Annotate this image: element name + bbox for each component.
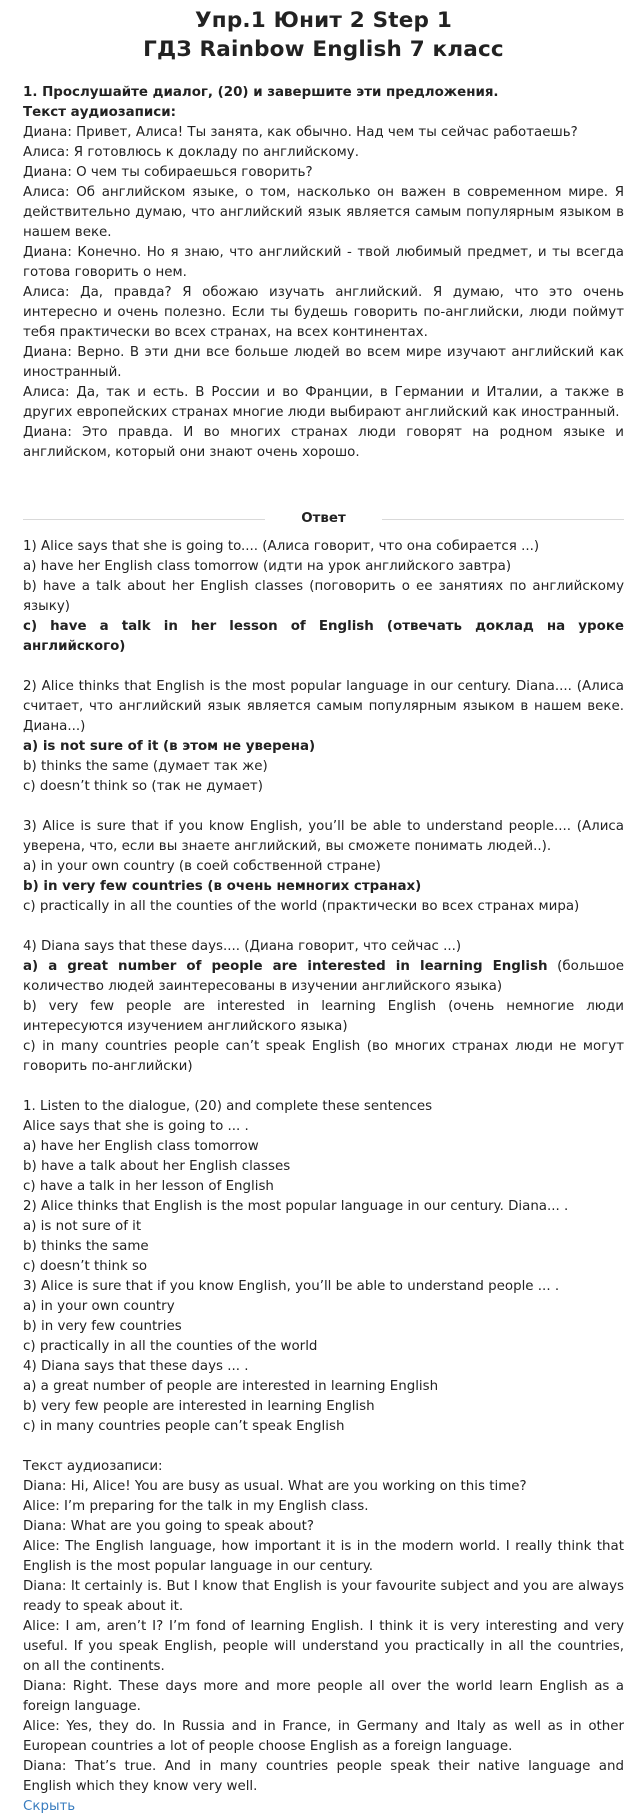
english-task-line: a) in your own country bbox=[23, 1299, 175, 1314]
english-task-line: Alice says that she is going to ... . bbox=[23, 1119, 249, 1134]
option-b-correct: b) in very few countries (в очень немногих странах) bbox=[23, 879, 422, 894]
english-transcript-line: Diana: What are you going to speak about? bbox=[23, 1519, 314, 1534]
english-task-line: c) in many countries people can’t speak English bbox=[23, 1419, 345, 1434]
english-task-line: c) have a talk in her lesson of English bbox=[23, 1179, 274, 1194]
option-a-translation: (большое количество людей заинтересованы в изучении английского языка) bbox=[23, 959, 624, 994]
english-task-line: a) have her English class tomorrow bbox=[23, 1139, 259, 1154]
english-transcript-line: Diana: That’s true. And in many countries people speak their native language and English which they know very well. bbox=[23, 1759, 624, 1794]
transcript-line: Диана: Конечно. Но я знаю, что английский - твой любимый предмет, и ты всегда готова говорить о нем. bbox=[23, 245, 624, 280]
english-task-line: 3) Alice is sure that if you know English, you’ll be able to understand people ... . bbox=[23, 1279, 560, 1294]
english-transcript-line: Alice: Yes, they do. In Russia and in France, in Germany and Italy as well as in other European countries a lot of people choose English as a foreign language. bbox=[23, 1719, 624, 1754]
title-line-2: ГДЗ Rainbow English 7 класс bbox=[143, 37, 504, 62]
english-task-line: a) a great number of people are interested in learning English bbox=[23, 1379, 439, 1394]
option-b: b) very few people are interested in learning English (очень немногие люди интересуются изучением английского языка) bbox=[23, 999, 624, 1034]
english-task-line: b) very few people are interested in learning English bbox=[23, 1399, 375, 1414]
title-line-1: Упр.1 Юнит 2 Step 1 bbox=[195, 8, 452, 33]
english-task-line: b) thinks the same bbox=[23, 1239, 149, 1254]
option-a: a) have her English class tomorrow (идти на урок английского завтра) bbox=[23, 559, 512, 574]
option-a-correct: a) is not sure of it (в этом не уверена) bbox=[23, 739, 316, 754]
option-a-bold: a) a great number of people are interested in learning English bbox=[23, 959, 548, 974]
answer-q3 bbox=[23, 817, 624, 917]
english-transcript-line: Alice: The English language, how important it is in the modern world. I really think that English is the most popular language in our century. bbox=[23, 1539, 624, 1574]
english-transcript-line: Diana: Hi, Alice! You are busy as usual. What are you working on this time? bbox=[23, 1479, 527, 1494]
english-task-line: 4) Diana says that these days ... . bbox=[23, 1359, 249, 1374]
option-c: c) in many countries people can’t speak English (во многих странах люди не могут говорить по-английски) bbox=[23, 1039, 624, 1074]
option-c-correct: c) have a talk in her lesson of English (отвечать доклад на уроке английского) bbox=[23, 619, 624, 654]
english-transcript-label: Текст аудиозаписи: bbox=[23, 1459, 163, 1474]
english-task-line: 2) Alice thinks that English is the most popular language in our century. Diana... . bbox=[23, 1199, 569, 1214]
option-a: a) in your own country (в соей собственной стране) bbox=[23, 859, 381, 874]
transcript-label: Текст аудиозаписи: bbox=[23, 105, 176, 120]
english-transcript-line: Diana: Right. These days more and more people all over the world learn English as a foreign language. bbox=[23, 1679, 624, 1714]
answer-label: Ответ bbox=[301, 511, 346, 526]
transcript-line: Диана: Привет, Алиса! Ты занята, как обычно. Над чем ты сейчас работаешь? bbox=[23, 125, 578, 140]
option-b: b) have a talk about her English classes (поговорить о ее занятиях по английскому языку) bbox=[23, 579, 624, 614]
answer-q1 bbox=[23, 537, 624, 657]
english-task-line: 1. Listen to the dialogue, (20) and complete these sentences bbox=[23, 1099, 433, 1114]
hide-link[interactable]: Скрыть bbox=[23, 1799, 76, 1814]
english-transcript-line: Diana: It certainly is. But I know that English is your favourite subject and you are always ready to speak about it. bbox=[23, 1579, 624, 1614]
transcript-line: Диана: О чем ты собираешься говорить? bbox=[23, 165, 313, 180]
option-b: b) thinks the same (думает так же) bbox=[23, 759, 268, 774]
divider-rule-left bbox=[23, 519, 265, 520]
answer-q4 bbox=[23, 937, 624, 1077]
english-transcript-line: Alice: I am, aren’t I? I’m fond of learning English. I think it is very interesting and very useful. If you speak English, people will understand you practically in all the countries, on all the continents. bbox=[23, 1619, 624, 1674]
english-transcript-line: Alice: I’m preparing for the talk in my English class. bbox=[23, 1499, 369, 1514]
answer-divider bbox=[23, 509, 624, 529]
transcript-line: Алиса: Я готовлюсь к докладу по английскому. bbox=[23, 145, 359, 160]
divider-rule-right bbox=[382, 519, 624, 520]
english-task bbox=[23, 1097, 624, 1437]
option-c: c) practically in all the counties of the world (практически во всех странах мира) bbox=[23, 899, 580, 914]
question-text: 4) Diana says that these days.... (Диана говорит, что сейчас ...) bbox=[23, 939, 462, 954]
transcript-line: Алиса: Об английском языке, о том, насколько он важен в современном мире. Я действительно думаю, что английский язык является самым популярным языком в нашем веке. bbox=[23, 185, 624, 240]
english-task-line: c) practically in all the counties of the world bbox=[23, 1339, 318, 1354]
question-text: 1) Alice says that she is going to.... (Алиса говорит, что она собирается ...) bbox=[23, 539, 540, 554]
english-task-line: b) have a talk about her English classes bbox=[23, 1159, 291, 1174]
english-task-line: c) doesn’t think so bbox=[23, 1259, 148, 1274]
question-text: 3) Alice is sure that if you know English, you’ll be able to understand people.... (Алиса уверена, что, если вы знаете английский, вы сможете понимать людей..). bbox=[23, 819, 624, 854]
task-heading: 1. Прослушайте диалог, (20) и завершите эти предложения. bbox=[23, 85, 499, 100]
question-text: 2) Alice thinks that English is the most popular language in our century. Diana.... (Алиса считает, что английский язык является самым популярным языком в нашем веке. Диана...) bbox=[23, 679, 624, 734]
transcript-line: Диана: Это правда. И во многих странах люди говорят на родном языке и английском, который они знают очень хорошо. bbox=[23, 425, 624, 460]
option-c: c) doesn’t think so (так не думает) bbox=[23, 779, 263, 794]
task-section bbox=[23, 83, 624, 463]
transcript-line: Диана: Верно. В эти дни все больше людей во всем мире изучают английский как иностранный. bbox=[23, 345, 624, 380]
answer-q2 bbox=[23, 677, 624, 797]
page-title bbox=[23, 6, 624, 64]
transcript-line: Алиса: Да, правда? Я обожаю изучать английский. Я думаю, что это очень интересно и очень полезно. Если ты будешь говорить по-английски, люди поймут тебя практически во всех странах, на всех континентах. bbox=[23, 285, 624, 340]
english-task-line: b) in very few countries bbox=[23, 1319, 182, 1334]
transcript-line: Алиса: Да, так и есть. В России и во Франции, в Германии и Италии, а также в других европейских странах многие люди выбирают английский как иностранный. bbox=[23, 385, 624, 420]
english-task-line: a) is not sure of it bbox=[23, 1219, 142, 1234]
english-transcript bbox=[23, 1457, 624, 1797]
option-a-correct bbox=[23, 957, 624, 997]
